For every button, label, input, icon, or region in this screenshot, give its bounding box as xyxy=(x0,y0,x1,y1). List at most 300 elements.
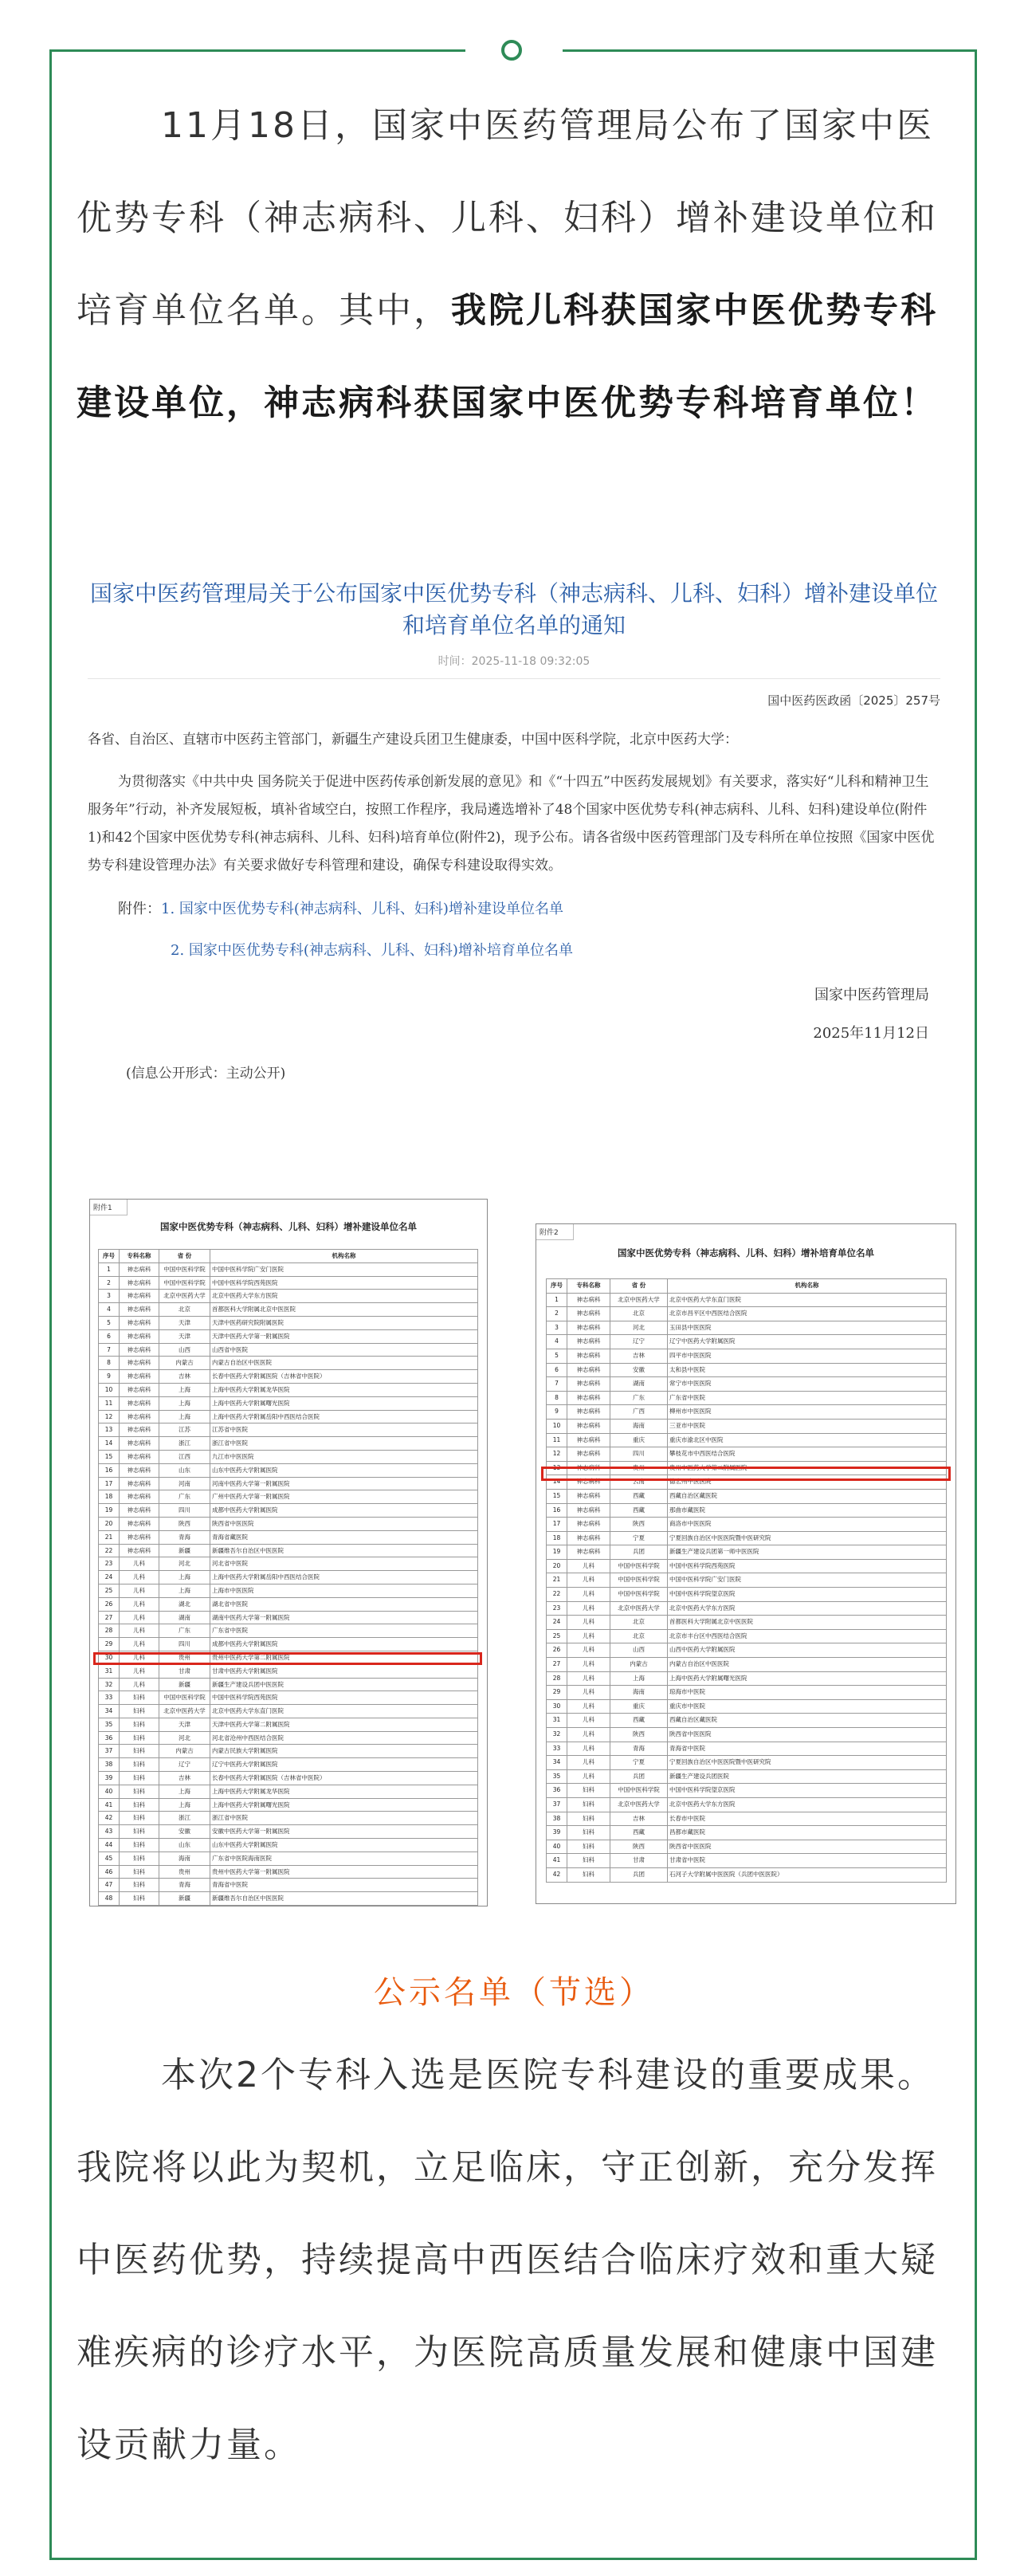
institution: 成都中医药大学附属医院 xyxy=(210,1504,478,1518)
row-number: 19 xyxy=(99,1504,120,1518)
institution: 中国中医科学院西苑医院 xyxy=(210,1691,478,1705)
province: 青海 xyxy=(159,1879,210,1892)
notice-attachment-2 xyxy=(88,939,940,960)
institution: 湖南中医药大学第一附属医院 xyxy=(210,1611,478,1624)
institution: 北京市丰台区中西医结合医院 xyxy=(668,1629,947,1643)
attachment-link-2[interactable]: 2. 国家中医优势专科(神志病科、儿科、妇科)增补培育单位名单 xyxy=(171,942,573,959)
table-row xyxy=(99,1290,478,1303)
institution: 北京中医药大学东直门医院 xyxy=(668,1293,947,1307)
row-number: 18 xyxy=(547,1531,567,1545)
province: 天津 xyxy=(159,1718,210,1731)
highlight-box-mental-disease xyxy=(541,1467,951,1481)
province: 江西 xyxy=(159,1450,210,1463)
row-number: 5 xyxy=(547,1349,567,1363)
institution: 浙江省中医院 xyxy=(210,1437,478,1451)
specialty: 妇科 xyxy=(120,1865,159,1879)
province: 陕西 xyxy=(159,1517,210,1530)
specialty: 神志病科 xyxy=(120,1410,159,1423)
notice-divider xyxy=(88,678,940,679)
institution: 贵州中医药大学第一附属医院 xyxy=(210,1865,478,1879)
institution: 北京中医药大学东直门医院 xyxy=(210,1705,478,1718)
table-row xyxy=(99,1691,478,1705)
specialty: 神志病科 xyxy=(120,1383,159,1396)
notice-doc-number: 国中医药医政函〔2025〕257号 xyxy=(767,693,940,708)
table-row xyxy=(547,1616,947,1630)
province: 青海 xyxy=(159,1530,210,1544)
outro-paragraph xyxy=(77,2029,951,2492)
institution: 河南中医药大学第一附属医院 xyxy=(210,1477,478,1490)
specialty: 神志病科 xyxy=(567,1545,610,1560)
table-tag: 附件1 xyxy=(90,1200,128,1215)
notice-disclosure: (信息公开形式：主动公开) xyxy=(126,1066,286,1082)
table-row xyxy=(99,1262,478,1276)
row-number: 28 xyxy=(99,1624,120,1638)
specialty: 神志病科 xyxy=(120,1276,159,1290)
row-number: 32 xyxy=(547,1728,567,1742)
table-row xyxy=(99,1463,478,1477)
table-row xyxy=(547,1854,947,1868)
province: 广东 xyxy=(610,1391,668,1405)
specialty: 神志病科 xyxy=(120,1262,159,1276)
specialty: 神志病科 xyxy=(567,1349,610,1363)
institution: 天津中医药大学第一附属医院 xyxy=(210,1329,478,1343)
specialty: 儿科 xyxy=(567,1573,610,1588)
province: 上海 xyxy=(159,1584,210,1597)
province: 河南 xyxy=(159,1477,210,1490)
province: 山东 xyxy=(159,1839,210,1852)
row-number: 45 xyxy=(99,1852,120,1865)
table-row xyxy=(99,1798,478,1812)
row-number: 23 xyxy=(99,1557,120,1571)
institution: 青海省中医院 xyxy=(210,1879,478,1892)
row-number: 22 xyxy=(547,1588,567,1602)
table-row xyxy=(99,1396,478,1410)
specialty: 神志病科 xyxy=(120,1316,159,1329)
province: 贵州 xyxy=(610,1461,668,1475)
specialty: 神志病科 xyxy=(120,1450,159,1463)
specialty: 神志病科 xyxy=(120,1437,159,1451)
institution: 重庆市渝北区中医院 xyxy=(668,1433,947,1447)
province: 重庆 xyxy=(610,1433,668,1447)
row-number: 31 xyxy=(99,1664,120,1678)
row-number: 43 xyxy=(99,1825,120,1839)
institution: 安徽中医药大学第一附属医院 xyxy=(210,1825,478,1839)
notice-date: 2025年11月12日 xyxy=(813,1025,929,1042)
institution: 四平市中医医院 xyxy=(668,1349,947,1363)
specialty: 儿科 xyxy=(567,1699,610,1714)
institution: 机构名称 xyxy=(668,1279,947,1294)
province: 新疆 xyxy=(159,1678,210,1691)
specialty: 儿科 xyxy=(567,1643,610,1658)
province: 新疆 xyxy=(159,1544,210,1557)
province: 北京中医药大学 xyxy=(610,1293,668,1307)
specialty: 神志病科 xyxy=(567,1433,610,1447)
table-row xyxy=(99,1664,478,1678)
province: 湖南 xyxy=(610,1377,668,1392)
table-row xyxy=(547,1293,947,1307)
attachment-link-1[interactable]: 1. 国家中医优势专科(神志病科、儿科、妇科)增补建设单位名单 xyxy=(161,901,563,917)
province: 浙江 xyxy=(159,1437,210,1451)
specialty: 妇科 xyxy=(567,1784,610,1798)
table-row xyxy=(99,1745,478,1758)
institution: 新疆生产建设兵团中医医院 xyxy=(210,1678,478,1691)
table-row xyxy=(547,1391,947,1405)
table-row xyxy=(99,1517,478,1530)
row-number: 38 xyxy=(547,1812,567,1826)
table-row xyxy=(99,1477,478,1490)
specialty: 儿科 xyxy=(120,1664,159,1678)
table-row xyxy=(99,1718,478,1731)
institution: 陕西省中医医院 xyxy=(668,1728,947,1742)
row-number: 1 xyxy=(547,1293,567,1307)
table-row xyxy=(547,1840,947,1854)
province: 北京 xyxy=(159,1303,210,1317)
institution: 广东省中医院海南医院 xyxy=(210,1852,478,1865)
institution: 宁夏回族自治区中医医院暨中医研究院 xyxy=(668,1756,947,1770)
province: 中国中医科学院 xyxy=(610,1784,668,1798)
province: 北京 xyxy=(610,1629,668,1643)
specialty: 儿科 xyxy=(120,1571,159,1584)
institution: 首都医科大学附属北京中医医院 xyxy=(210,1303,478,1317)
institution: 内蒙古民族大学附属医院 xyxy=(210,1745,478,1758)
specialty: 妇科 xyxy=(120,1812,159,1825)
province: 上海 xyxy=(159,1798,210,1812)
row-number: 序号 xyxy=(99,1250,120,1263)
province: 中国中医科学院 xyxy=(159,1276,210,1290)
institution: 上海中医药大学附属曙光医院 xyxy=(668,1671,947,1686)
institution: 江苏省中医院 xyxy=(210,1423,478,1437)
province: 河北 xyxy=(159,1557,210,1571)
specialty: 神志病科 xyxy=(567,1293,610,1307)
row-number: 序号 xyxy=(547,1279,567,1294)
intro-paragraph xyxy=(77,80,951,450)
row-number: 13 xyxy=(547,1461,567,1475)
row-number: 18 xyxy=(99,1490,120,1504)
province: 广东 xyxy=(159,1624,210,1638)
row-number: 30 xyxy=(547,1699,567,1714)
province: 西藏 xyxy=(610,1826,668,1840)
table-row xyxy=(547,1335,947,1349)
institution: 河北省沧州中西医结合医院 xyxy=(210,1731,478,1745)
institution: 广东省中医院 xyxy=(668,1391,947,1405)
table-row xyxy=(99,1852,478,1865)
table-row xyxy=(547,1419,947,1433)
province: 四川 xyxy=(610,1447,668,1462)
province: 北京中医药大学 xyxy=(159,1705,210,1718)
table-row xyxy=(547,1797,947,1812)
table-row xyxy=(547,1559,947,1573)
province: 宁夏 xyxy=(610,1531,668,1545)
province: 甘肃 xyxy=(610,1854,668,1868)
table-row xyxy=(547,1321,947,1335)
attachment-2-table-image xyxy=(536,1223,956,1904)
province: 北京中医药大学 xyxy=(610,1797,668,1812)
table-row xyxy=(547,1784,947,1798)
row-number: 21 xyxy=(99,1530,120,1544)
specialty: 妇科 xyxy=(120,1892,159,1906)
specialty: 神志病科 xyxy=(567,1447,610,1462)
specialty: 儿科 xyxy=(567,1686,610,1700)
table-row xyxy=(547,1447,947,1462)
row-number: 10 xyxy=(547,1419,567,1433)
specialty: 神志病科 xyxy=(567,1531,610,1545)
province: 云南 xyxy=(610,1475,668,1490)
institution: 贵州中医药大学第二附属医院 xyxy=(668,1461,947,1475)
row-number: 30 xyxy=(99,1651,120,1664)
table-title: 国家中医优势专科（神志病科、儿科、妇科）增补培育单位名单 xyxy=(618,1247,874,1259)
institution: 上海中医药大学附属龙华医院 xyxy=(210,1383,478,1396)
institution: 玉田县中医医院 xyxy=(668,1321,947,1335)
province: 山西 xyxy=(159,1343,210,1357)
row-number: 24 xyxy=(547,1616,567,1630)
province: 中国中医科学院 xyxy=(610,1559,668,1573)
institution: 成都中医药大学附属医院 xyxy=(210,1638,478,1651)
specialty: 专科名称 xyxy=(567,1279,610,1294)
province: 四川 xyxy=(159,1638,210,1651)
table-row xyxy=(99,1597,478,1611)
table-row xyxy=(547,1518,947,1532)
province: 重庆 xyxy=(610,1699,668,1714)
specialty: 儿科 xyxy=(120,1624,159,1638)
row-number: 36 xyxy=(99,1731,120,1745)
institution: 中国中医科学院广安门医院 xyxy=(210,1262,478,1276)
frame-top-line-right xyxy=(563,49,977,52)
specialty: 神志病科 xyxy=(567,1377,610,1392)
table-tag: 附件2 xyxy=(536,1224,574,1240)
province: 兵团 xyxy=(610,1545,668,1560)
row-number: 21 xyxy=(547,1573,567,1588)
row-number: 26 xyxy=(99,1597,120,1611)
specialty: 妇科 xyxy=(567,1867,610,1882)
row-number: 46 xyxy=(99,1865,120,1879)
row-number: 2 xyxy=(99,1276,120,1290)
province: 上海 xyxy=(159,1396,210,1410)
table-row xyxy=(99,1504,478,1518)
province: 北京中医药大学 xyxy=(610,1601,668,1616)
row-number: 29 xyxy=(547,1686,567,1700)
specialty: 妇科 xyxy=(120,1825,159,1839)
institution: 中国中医科学院广安门医院 xyxy=(668,1573,947,1588)
institution: 首都医科大学附属北京中医医院 xyxy=(668,1616,947,1630)
province: 上海 xyxy=(159,1571,210,1584)
institution: 陕西省中医医院 xyxy=(210,1517,478,1530)
specialty: 儿科 xyxy=(567,1714,610,1728)
specialty: 儿科 xyxy=(567,1769,610,1784)
specialty: 神志病科 xyxy=(120,1290,159,1303)
province: 安徽 xyxy=(610,1363,668,1377)
row-number: 1 xyxy=(99,1262,120,1276)
specialty: 神志病科 xyxy=(120,1357,159,1370)
province: 天津 xyxy=(159,1316,210,1329)
province: 海南 xyxy=(610,1686,668,1700)
row-number: 16 xyxy=(547,1503,567,1518)
table-row xyxy=(99,1785,478,1798)
specialty: 儿科 xyxy=(567,1629,610,1643)
table-row xyxy=(99,1772,478,1785)
row-number: 32 xyxy=(99,1678,120,1691)
province: 天津 xyxy=(159,1329,210,1343)
institution: 北京市昌平区中西医结合医院 xyxy=(668,1307,947,1321)
specialty: 儿科 xyxy=(120,1557,159,1571)
row-number: 8 xyxy=(547,1391,567,1405)
institution: 三亚市中医院 xyxy=(668,1419,947,1433)
institution: 中国中医科学院西苑医院 xyxy=(210,1276,478,1290)
row-number: 12 xyxy=(547,1447,567,1462)
row-number: 10 xyxy=(99,1383,120,1396)
row-number: 37 xyxy=(547,1797,567,1812)
table-header-row xyxy=(547,1279,947,1294)
table-row xyxy=(547,1769,947,1784)
row-number: 33 xyxy=(99,1691,120,1705)
institution: 中国中医科学院望京医院 xyxy=(668,1784,947,1798)
specialty: 儿科 xyxy=(567,1588,610,1602)
table-row xyxy=(547,1742,947,1756)
institution: 西藏自治区藏医院 xyxy=(668,1714,947,1728)
institution: 陕西省中医医院 xyxy=(668,1840,947,1854)
row-number: 14 xyxy=(547,1475,567,1490)
province: 广东 xyxy=(159,1490,210,1504)
specialty: 儿科 xyxy=(120,1651,159,1664)
specialty: 妇科 xyxy=(120,1839,159,1852)
table-row xyxy=(99,1557,478,1571)
notice-attachment-1 xyxy=(88,897,940,918)
row-number: 26 xyxy=(547,1643,567,1658)
institution: 昌都市藏医院 xyxy=(668,1826,947,1840)
table-header-row xyxy=(99,1250,478,1263)
specialty: 儿科 xyxy=(120,1638,159,1651)
institution: 浙江省中医院 xyxy=(210,1812,478,1825)
institution: 新疆生产建设兵团医院 xyxy=(668,1769,947,1784)
institution: 山西中医药大学附属医院 xyxy=(668,1643,947,1658)
row-number: 17 xyxy=(99,1477,120,1490)
row-number: 7 xyxy=(547,1377,567,1392)
specialty: 神志病科 xyxy=(120,1490,159,1504)
frame-ring-ornament xyxy=(501,40,522,61)
specialty: 神志病科 xyxy=(567,1321,610,1335)
row-number: 25 xyxy=(99,1584,120,1597)
table-row xyxy=(99,1303,478,1317)
institution: 商洛市中医医院 xyxy=(668,1518,947,1532)
specialty: 妇科 xyxy=(567,1854,610,1868)
specialty: 神志病科 xyxy=(567,1391,610,1405)
province: 内蒙古 xyxy=(159,1745,210,1758)
table-row xyxy=(99,1839,478,1852)
province: 山西 xyxy=(610,1643,668,1658)
table-row xyxy=(99,1758,478,1772)
specialty: 妇科 xyxy=(567,1797,610,1812)
table-row xyxy=(99,1611,478,1624)
institution: 中国中医科学院望京医院 xyxy=(668,1588,947,1602)
institution: 山西省中医院 xyxy=(210,1343,478,1357)
province: 兵团 xyxy=(610,1769,668,1784)
specialty: 神志病科 xyxy=(120,1370,159,1384)
specialty: 妇科 xyxy=(567,1812,610,1826)
institution: 广州中医药大学第一附属医院 xyxy=(210,1490,478,1504)
row-number: 36 xyxy=(547,1784,567,1798)
table-row xyxy=(99,1423,478,1437)
row-number: 39 xyxy=(547,1826,567,1840)
province: 内蒙古 xyxy=(159,1357,210,1370)
row-number: 33 xyxy=(547,1742,567,1756)
province: 省 份 xyxy=(159,1250,210,1263)
row-number: 3 xyxy=(547,1321,567,1335)
specialty: 儿科 xyxy=(567,1559,610,1573)
specialty: 神志病科 xyxy=(120,1517,159,1530)
province: 陕西 xyxy=(610,1728,668,1742)
table-row xyxy=(99,1812,478,1825)
row-number: 11 xyxy=(99,1396,120,1410)
row-number: 3 xyxy=(99,1290,120,1303)
table-row xyxy=(99,1705,478,1718)
institution: 攀枝花市中西医结合医院 xyxy=(668,1447,947,1462)
row-number: 16 xyxy=(99,1463,120,1477)
province: 吉林 xyxy=(610,1812,668,1826)
province: 贵州 xyxy=(159,1651,210,1664)
province: 湖北 xyxy=(159,1597,210,1611)
table-row xyxy=(99,1638,478,1651)
row-number: 27 xyxy=(547,1658,567,1672)
table-row xyxy=(99,1892,478,1906)
row-number: 9 xyxy=(99,1370,120,1384)
specialty: 神志病科 xyxy=(567,1489,610,1503)
row-number: 4 xyxy=(99,1303,120,1317)
institution: 新疆维吾尔自治区中医医院 xyxy=(210,1544,478,1557)
table-row xyxy=(547,1671,947,1686)
institution: 新疆维吾尔自治区中医医院 xyxy=(210,1892,478,1906)
table-row xyxy=(99,1383,478,1396)
table-row xyxy=(99,1678,478,1691)
specialty: 儿科 xyxy=(120,1597,159,1611)
row-number: 47 xyxy=(99,1879,120,1892)
specialty: 神志病科 xyxy=(120,1396,159,1410)
province: 辽宁 xyxy=(159,1758,210,1772)
specialty: 妇科 xyxy=(120,1731,159,1745)
row-number: 20 xyxy=(99,1517,120,1530)
row-number: 39 xyxy=(99,1772,120,1785)
province: 西藏 xyxy=(610,1489,668,1503)
province: 中国中医科学院 xyxy=(159,1262,210,1276)
specialty: 妇科 xyxy=(120,1745,159,1758)
specialty: 神志病科 xyxy=(567,1419,610,1433)
specialty: 妇科 xyxy=(120,1785,159,1798)
institution: 机构名称 xyxy=(210,1250,478,1263)
province: 浙江 xyxy=(159,1812,210,1825)
institution: 山东中医药大学附属医院 xyxy=(210,1839,478,1852)
table-row xyxy=(99,1410,478,1423)
specialty: 儿科 xyxy=(567,1671,610,1686)
province: 贵州 xyxy=(159,1865,210,1879)
specialty: 神志病科 xyxy=(120,1544,159,1557)
table-row xyxy=(547,1699,947,1714)
institution: 新疆生产建设兵团第一师中医医院 xyxy=(668,1545,947,1560)
specialty: 儿科 xyxy=(120,1611,159,1624)
specialty: 儿科 xyxy=(567,1658,610,1672)
table-row xyxy=(547,1531,947,1545)
specialty: 神志病科 xyxy=(120,1303,159,1317)
institution: 北京中医药大学东方医院 xyxy=(668,1601,947,1616)
specialty: 儿科 xyxy=(567,1742,610,1756)
specialty: 儿科 xyxy=(567,1756,610,1770)
institution: 天津中医药研究院附属医院 xyxy=(210,1316,478,1329)
specialty: 神志病科 xyxy=(120,1423,159,1437)
table-row xyxy=(99,1731,478,1745)
table-row xyxy=(547,1826,947,1840)
institution: 石河子大学附属中医医院（兵团中医医院） xyxy=(668,1867,947,1882)
institution: 湖北省中医院 xyxy=(210,1597,478,1611)
specialty: 妇科 xyxy=(120,1852,159,1865)
specialty: 妇科 xyxy=(567,1826,610,1840)
province: 四川 xyxy=(159,1504,210,1518)
